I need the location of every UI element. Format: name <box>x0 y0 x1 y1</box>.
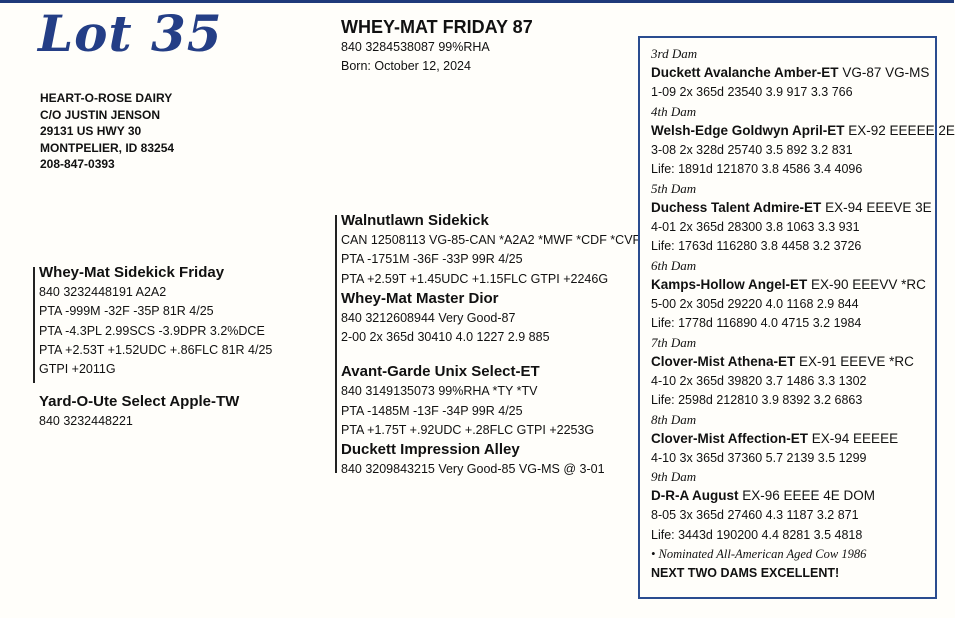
dam-record: 1-09 2x 365d 23540 3.9 917 3.3 766 <box>651 85 853 99</box>
dam-record: 5-00 2x 305d 29220 4.0 1168 2.9 844 <box>651 296 859 311</box>
dam-lineage-box <box>638 36 955 599</box>
dam-record: 3-08 2x 328d 25740 3.5 892 3.2 831 <box>651 142 853 157</box>
animal-birthdate: Born: October 12, 2024 <box>341 59 471 73</box>
sire-pta-health: PTA -4.3PL 2.99SCS -3.9DPR 3.2%DCE <box>39 323 265 338</box>
sire-pta-production: PTA -999M -32F -35P 81R 4/25 <box>39 304 214 319</box>
pedigree-bracket <box>335 215 337 473</box>
pedigree-bracket <box>33 267 35 383</box>
dam-sire-pta-type: PTA +1.75T +.92UDC +.28FLC GTPI +2253G <box>341 423 595 438</box>
dam-generation-label: 8th Dam <box>651 411 697 427</box>
dam-generation-label: 9th Dam <box>651 469 697 484</box>
consignor-address <box>40 90 270 173</box>
sire-dam-registration: 840 3212608944 Very Good-87 <box>341 310 516 325</box>
sire-pta-type: PTA +2.53T +1.52UDC +.86FLC 81R 4/25 <box>39 342 273 357</box>
top-rule <box>0 0 954 3</box>
sire-gtpi: GTPI +2011G <box>39 362 116 377</box>
dam-name: Duchess Talent Admire-ET <box>651 199 822 215</box>
dam-generation-label: 6th Dam <box>651 257 697 273</box>
ninth-dam <box>651 468 925 583</box>
animal-header <box>341 16 621 76</box>
animal-registration: 840 3284538087 99%RHA <box>341 40 490 54</box>
dam-lifetime-record: Life: 2598d 212810 3.9 8392 3.2 6863 <box>651 393 863 407</box>
dam-lifetime-record: Life: 3443d 190200 4.4 8281 3.5 4818 <box>651 527 863 542</box>
dam-award-note: • Nominated All-American Aged Cow 1986 <box>651 547 867 561</box>
dam-classification: EX-96 EEEE 4E DOM <box>742 488 876 503</box>
seventh-dam <box>651 334 925 411</box>
dam-dam-registration: 840 3209843215 Very Good-85 VG-MS @ 3-01 <box>341 462 605 477</box>
dam-dam-name: Duckett Impression Alley <box>341 441 520 459</box>
dam-record: 4-10 3x 365d 37360 5.7 2139 3.5 1299 <box>651 450 867 465</box>
dam-lifetime-record: Life: 1763d 116280 3.8 4458 3.2 3726 <box>651 239 862 253</box>
consignor-street: 29131 US HWY 30 <box>40 124 142 138</box>
dam-lifetime-record: Life: 1778d 116890 4.0 4715 3.2 1984 <box>651 316 862 330</box>
dam-generation-label: 7th Dam <box>651 334 697 350</box>
dam-record: 4-01 2x 365d 28300 3.8 1063 3.3 931 <box>651 219 860 234</box>
dam-sire-pta-production: PTA -1485M -13F -34P 99R 4/25 <box>341 403 523 418</box>
closing-statement: NEXT TWO DAMS EXCELLENT! <box>651 566 840 580</box>
sire-name: Whey-Mat Sidekick Friday <box>39 264 225 281</box>
dam-name: Welsh-Edge Goldwyn April-ET <box>651 122 845 138</box>
consignor-contact: C/O JUSTIN JENSON <box>40 107 161 122</box>
sixth-dam <box>651 257 925 334</box>
dam-classification: EX-90 EEEVV *RC <box>811 276 926 292</box>
fifth-dam <box>651 180 932 257</box>
consignor-phone: 208-847-0393 <box>40 157 115 171</box>
fourth-dam <box>651 103 955 180</box>
lot-number: Lot 35 <box>38 4 223 63</box>
consignor-farm: HEART-O-ROSE DAIRY <box>40 91 173 105</box>
dam-name: Clover-Mist Athena-ET <box>651 353 796 369</box>
dam-record: 8-05 3x 365d 27460 4.3 1187 3.2 871 <box>651 508 859 522</box>
dam-classification: EX-94 EEEEE <box>811 430 899 446</box>
sire-dam-record: 2-00 2x 365d 30410 4.0 1227 2.9 885 <box>341 330 550 345</box>
sire-block <box>39 263 272 432</box>
dam-registration: 840 3232448221 <box>39 414 133 429</box>
sire-registration: 840 3232448191 A2A2 <box>39 285 167 299</box>
animal-name: WHEY-MAT FRIDAY 87 <box>341 17 533 37</box>
eighth-dam <box>651 411 925 469</box>
sire-sire-name: Walnutlawn Sidekick <box>341 212 489 229</box>
sire-sire-pta-production: PTA -1751M -36F -33P 99R 4/25 <box>341 252 523 267</box>
dam-generation-label: 4th Dam <box>651 103 697 119</box>
dam-name: Yard-O-Ute Select Apple-TW <box>39 393 240 411</box>
dam-classification: EX-91 EEEVE *RC <box>799 353 914 369</box>
dam-lifetime-record: Life: 1891d 121870 3.8 4586 3.4 4096 <box>651 162 863 176</box>
dam-classification: EX-92 EEEEE 2E <box>848 122 955 138</box>
dam-classification: VG-87 VG-MS <box>842 65 930 80</box>
consignor-city: MONTPELIER, ID 83254 <box>40 140 175 155</box>
dam-name: Clover-Mist Affection-ET <box>651 430 809 446</box>
dam-sire-name: Avant-Garde Unix Select-ET <box>341 363 540 381</box>
dam-name: D-R-A August <box>651 488 739 503</box>
third-dam <box>651 45 930 103</box>
dam-name: Kamps-Hollow Angel-ET <box>651 276 808 292</box>
sire-dam-name: Whey-Mat Master Dior <box>341 289 499 307</box>
sire-parents-block <box>341 211 640 480</box>
dam-sire-registration: 840 3149135073 99%RHA *TY *TV <box>341 384 538 399</box>
dam-generation-label: 3rd Dam <box>651 46 698 61</box>
dam-name: Duckett Avalanche Amber-ET <box>651 65 839 80</box>
dam-record: 4-10 2x 365d 39820 3.7 1486 3.3 1302 <box>651 373 867 388</box>
dam-classification: EX-94 EEEVE 3E <box>825 199 932 215</box>
dam-generation-label: 5th Dam <box>651 180 697 196</box>
sire-sire-registration: CAN 12508113 VG-85-CAN *A2A2 *MWF *CDF *CVF <box>341 233 641 247</box>
sire-sire-pta-type: PTA +2.59T +1.45UDC +1.15FLC GTPI +2246G <box>341 271 609 286</box>
